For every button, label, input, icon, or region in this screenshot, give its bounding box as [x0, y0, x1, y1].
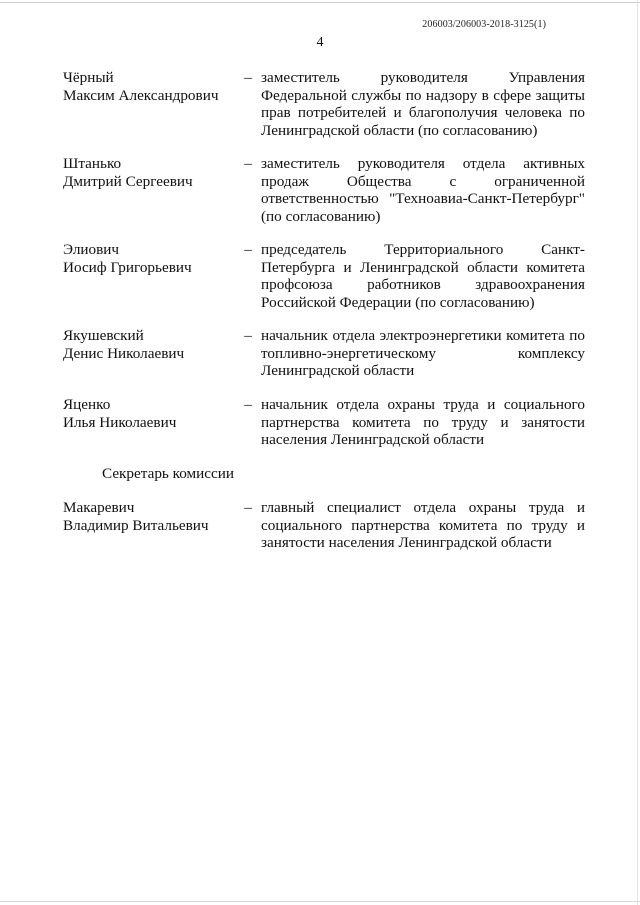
dash-separator: – [244, 327, 252, 344]
member-name [63, 69, 238, 104]
member-given-names: Денис Николаевич [63, 344, 185, 362]
member-surname: Яценко [63, 396, 111, 413]
page-top-edge [0, 2, 640, 3]
page-bottom-edge [0, 901, 640, 902]
member-given-names: Максим Александрович [63, 86, 219, 104]
member-name [63, 499, 238, 534]
member-role: главный специалист отдела охраны труда и социального партнерства комитета по труду и занятости населения Ленинградской области [261, 499, 585, 551]
member-surname: Элиович [63, 241, 120, 258]
member-surname: Чёрный [63, 69, 114, 86]
member-given-names: Иосиф Григорьевич [63, 258, 192, 276]
member-role: председатель Территориального Санкт-Петербурга и Ленинградской области комитета профсоюза работников здравоохранения Российской Федерации (по согласованию) [261, 241, 585, 311]
member-given-names: Илья Николаевич [63, 413, 177, 431]
member-role: начальник отдела охраны труда и социального партнерства комитета по труду и занятости населения Ленинградской области [261, 396, 585, 448]
member-name [63, 327, 238, 362]
dash-separator: – [244, 241, 252, 258]
member-surname: Штанько [63, 155, 122, 172]
member-surname: Макаревич [63, 499, 135, 516]
member-given-names: Владимир Витальевич [63, 516, 209, 534]
page-number: 4 [316, 35, 324, 50]
dash-separator: – [244, 69, 252, 86]
page-right-edge [637, 0, 638, 905]
member-name [63, 155, 238, 190]
member-name [63, 241, 238, 276]
dash-separator: – [244, 396, 252, 413]
member-name [63, 396, 238, 431]
document-code: 206003/206003-2018-3125(1) [422, 19, 546, 30]
member-role: начальник отдела электроэнергетики комитета по топливно-энергетическому комплексу Ленинградской области [261, 327, 585, 379]
member-given-names: Дмитрий Сергеевич [63, 172, 193, 190]
dash-separator: – [244, 499, 252, 516]
secretary-heading: Секретарь комиссии [102, 465, 235, 482]
member-role: заместитель руководителя Управления Федеральной службы по надзору в сфере защиты прав потребителей и благополучия человека по Ленинградской области (по согласованию) [261, 69, 585, 139]
dash-separator: – [244, 155, 252, 172]
member-role: заместитель руководителя отдела активных продаж Общества с ограниченной ответственностью "Техноавиа-Санкт-Петербург" (по согласованию) [261, 155, 585, 225]
member-surname: Якушевский [63, 327, 144, 344]
